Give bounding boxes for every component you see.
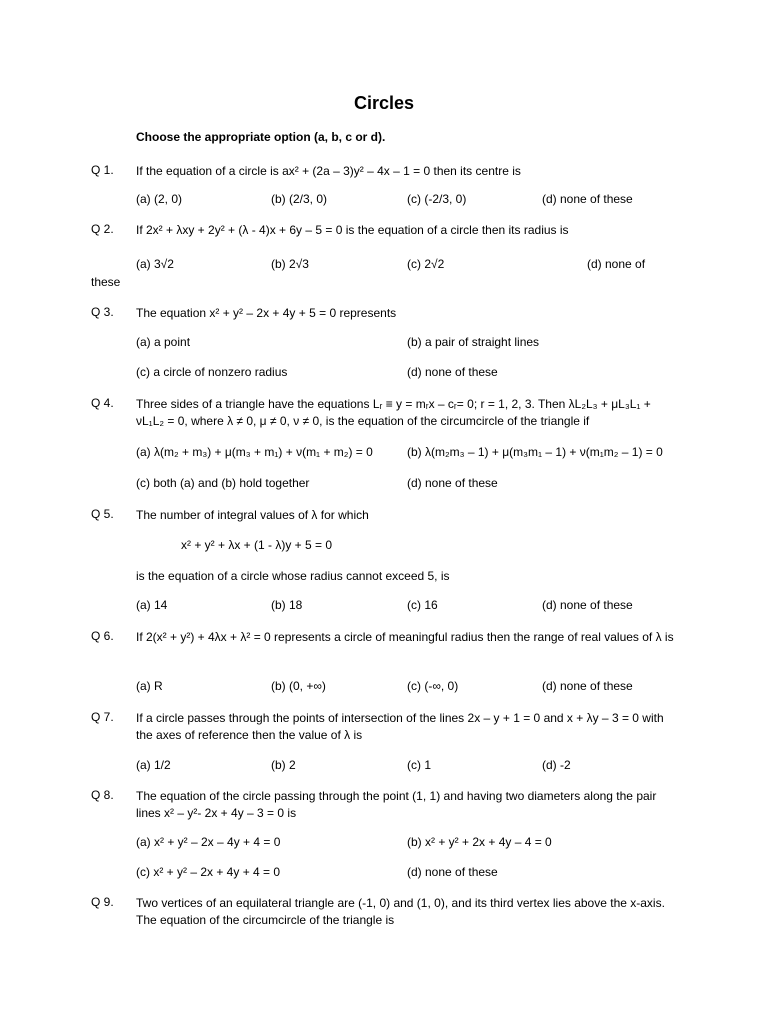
option-d: (d) -2	[542, 758, 571, 772]
option-d: (d) none of	[587, 257, 646, 271]
option-b: (b) 18	[271, 598, 303, 612]
question-stem: If 2(x² + y²) + 4λx + λ² = 0 represents a circle of meaningful radius then the range of real values of λ is	[136, 630, 674, 644]
option-b: (b) (0, +∞)	[271, 679, 326, 693]
question-stem-continued: is the equation of a circle whose radius cannot exceed 5, is	[136, 569, 450, 583]
question-number: Q 1.	[91, 163, 114, 177]
option-c: (c) (-∞, 0)	[407, 679, 459, 693]
option-d: (d) none of these	[407, 365, 498, 379]
question-stem: The number of integral values of λ for which	[136, 508, 369, 522]
option-d-wrap: these	[91, 275, 121, 289]
option-c: (c) 1	[407, 758, 431, 772]
question-number: Q 7.	[91, 710, 114, 724]
question-number: Q 4.	[91, 396, 114, 410]
option-a: (a) R	[136, 679, 163, 693]
question-stem: The equation of the circle passing through the point (1, 1) and having two diameters along the pair lines x² – y²- 2x + 4y – 3 = 0 is	[136, 789, 657, 820]
question-number: Q 9.	[91, 895, 114, 909]
page-title: Circles	[353, 93, 415, 113]
question-number: Q 8.	[91, 788, 114, 802]
option-a: (a) a point	[136, 335, 191, 349]
option-d: (d) none of these	[542, 192, 633, 206]
option-d: (d) none of these	[542, 679, 633, 693]
option-a: (a) 3√2	[136, 257, 174, 271]
option-c: (c) (-2/3, 0)	[407, 192, 467, 206]
option-d: (d) none of these	[407, 476, 498, 490]
option-a: (a) (2, 0)	[136, 192, 183, 206]
option-a: (a) 14	[136, 598, 168, 612]
question-stem: The equation x² + y² – 2x + 4y + 5 = 0 represents	[136, 306, 397, 320]
question-number: Q 3.	[91, 305, 114, 319]
option-c: (c) a circle of nonzero radius	[136, 365, 288, 379]
option-c: (c) 16	[407, 598, 438, 612]
option-a: (a) 1/2	[136, 758, 171, 772]
option-d: (d) none of these	[542, 598, 633, 612]
question-number: Q 2.	[91, 222, 114, 236]
question-stem: Three sides of a triangle have the equations Lᵣ ≡ y = mᵣx – cᵣ= 0; r = 1, 2, 3. Then λL₂L₃ + μL₃L₁ + νL₁L₂ = 0, where λ ≠ 0, μ ≠ 0, ν ≠ 0, is the equation of the circumcircle of the triangle if	[136, 397, 651, 428]
question-stem: Two vertices of an equilateral triangle are (-1, 0) and (1, 0), and its third vertex lies above the x-axis. The equation of the circumcircle of the triangle is	[136, 896, 665, 927]
option-b: (b) x² + y² + 2x + 4y – 4 = 0	[407, 835, 552, 849]
option-d: (d) none of these	[407, 865, 498, 879]
option-b: (b) λ(m₂m₃ – 1) + μ(m₃m₁ – 1) + ν(m₁m₂ – 1) = 0	[407, 445, 663, 459]
option-c: (c) both (a) and (b) hold together	[136, 476, 310, 490]
option-c: (c) x² + y² – 2x + 4y + 4 = 0	[136, 865, 281, 879]
option-a: (a) x² + y² – 2x – 4y + 4 = 0	[136, 835, 281, 849]
option-b: (b) 2	[271, 758, 296, 772]
question-equation: x² + y² + λx + (1 - λ)y + 5 = 0	[181, 538, 333, 552]
question-stem: If a circle passes through the points of intersection of the lines 2x – y + 1 = 0 and x + λy – 3 = 0 with the axes of reference then the value of λ is	[136, 711, 664, 742]
question-stem: If 2x² + λxy + 2y² + (λ - 4)x + 6y – 5 = 0 is the equation of a circle then its radius is	[136, 223, 569, 237]
option-c: (c) 2√2	[407, 257, 445, 271]
option-b: (b) (2/3, 0)	[271, 192, 328, 206]
question-number: Q 5.	[91, 507, 114, 521]
question-stem: If the equation of a circle is ax² + (2a – 3)y² – 4x – 1 = 0 then its centre is	[136, 164, 521, 178]
option-a: (a) λ(m₂ + m₃) + μ(m₃ + m₁) + ν(m₁ + m₂) = 0	[136, 445, 373, 459]
option-b: (b) a pair of straight lines	[407, 335, 540, 349]
option-b: (b) 2√3	[271, 257, 309, 271]
instruction: Choose the appropriate option (a, b, c or d).	[136, 130, 386, 144]
question-number: Q 6.	[91, 629, 114, 643]
